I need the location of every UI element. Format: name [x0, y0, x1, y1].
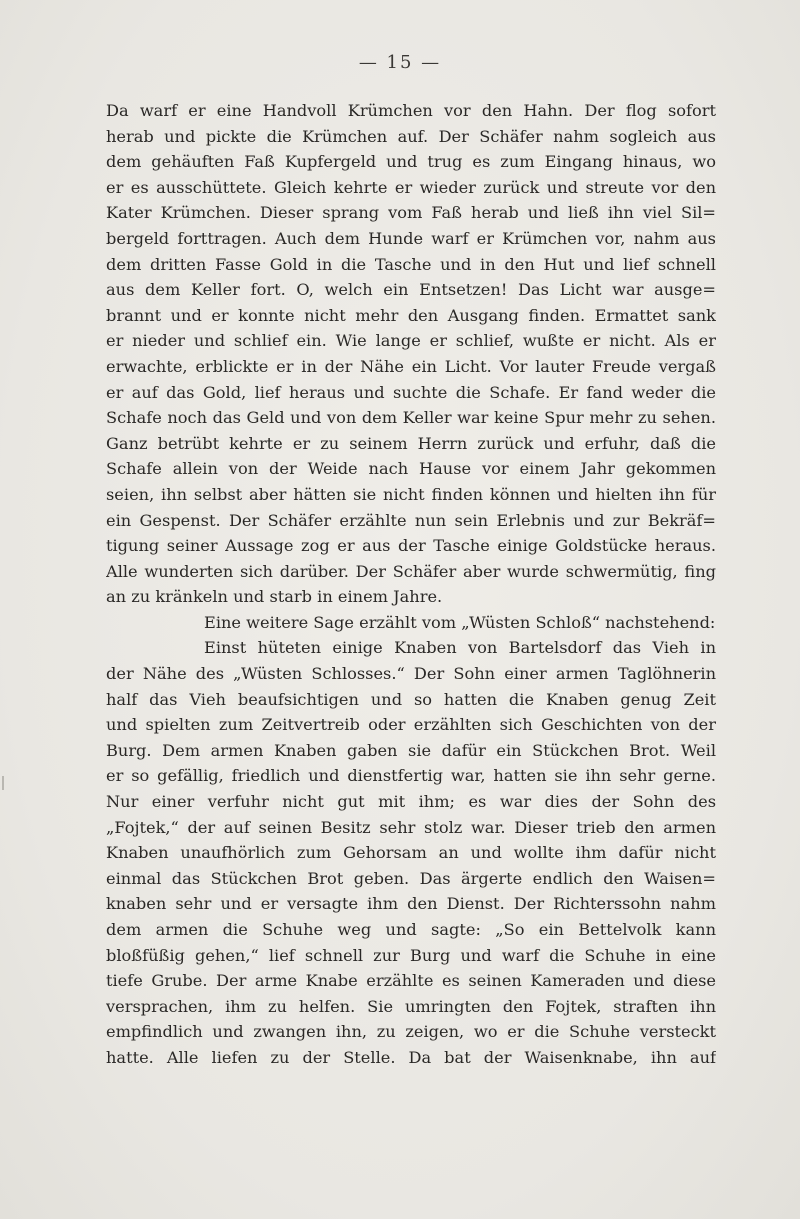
text-line: Alle wunderten sich darüber. Der Schäfer aber wurde schwermütig, fing — [106, 561, 716, 581]
text-line: versprachen, ihm zu helfen. Sie umringten den Fojtek, straften ihn — [106, 996, 716, 1016]
text-line: Schafe noch das Geld und von dem Keller war keine Spur mehr zu sehen. — [106, 408, 716, 428]
text-line: aus dem Keller fort. O, welch ein Entsetzen! Das Licht war ausge= — [106, 280, 716, 300]
text-line: hatte. Alle liefen zu der Stelle. Da bat der Waisenknabe, ihn auf — [106, 1047, 716, 1067]
text-line: ein Gespenst. Der Schäfer erzählte nun sein Erlebnis und zur Bekräf= — [106, 510, 716, 530]
text-line: empfindlich und zwangen ihn, zu zeigen, wo er die Schuhe versteckt — [106, 1022, 716, 1042]
text-line: seien, ihn selbst aber hätten sie nicht finden können und hielten ihn für — [106, 484, 716, 504]
text-line: Knaben unaufhörlich zum Gehorsam an und wollte ihm dafür nicht — [106, 843, 716, 863]
text-line: tiefe Grube. Der arme Knabe erzählte es seinen Kameraden und diese — [106, 971, 716, 991]
text-line: er so gefällig, friedlich und dienstfertig war, hatten sie ihn sehr gerne. — [106, 766, 716, 786]
text-line: bloßfüßig gehen,“ lief schnell zur Burg und warf die Schuhe in eine — [106, 945, 716, 965]
text-line: er es ausschüttete. Gleich kehrte er wieder zurück und streute vor den — [106, 177, 716, 197]
text-line: „Fojtek,“ der auf seinen Besitz sehr stolz war. Dieser trieb den armen — [106, 817, 716, 837]
text-line: dem dritten Fasse Gold in die Tasche und in den Hut und lief schnell — [106, 254, 716, 274]
text-line: dem gehäuften Faß Kupfergeld und trug es zum Eingang hinaus, wo — [106, 152, 716, 172]
text-line: erwachte, erblickte er in der Nähe ein Licht. Vor lauter Freude vergaß — [106, 356, 716, 376]
page-number: — 15 — — [358, 52, 442, 73]
text-line: und spielten zum Zeitvertreib oder erzählten sich Geschichten von der — [106, 715, 716, 735]
text-line: herab und pickte die Krümchen auf. Der Schäfer nahm sogleich aus — [106, 126, 716, 146]
body-text — [106, 98, 716, 1071]
text-line: brannt und er konnte nicht mehr den Ausgang finden. Ermattet sank — [106, 305, 716, 325]
text-line: einmal das Stückchen Brot geben. Das ärgerte endlich den Waisen= — [106, 868, 716, 888]
scan-edge-mark — [2, 776, 4, 790]
text-line: Nur einer verfuhr nicht gut mit ihm; es war dies der Sohn des — [106, 792, 716, 812]
text-line: half das Vieh beaufsichtigen und so hatten die Knaben genug Zeit — [106, 689, 716, 709]
text-line: Ganz betrübt kehrte er zu seinem Herrn zurück und erfuhr, daß die — [106, 433, 716, 453]
text-line: der Nähe des „Wüsten Schlosses.“ Der Sohn einer armen Taglöhnerin — [106, 664, 716, 684]
text-line: er nieder und schlief ein. Wie lange er schlief, wußte er nicht. Als er — [106, 331, 716, 351]
text-line: bergeld forttragen. Auch dem Hunde warf er Krümchen vor, nahm aus — [106, 228, 716, 248]
text-line: knaben sehr und er versagte ihm den Dienst. Der Richterssohn nahm — [106, 894, 716, 914]
text-line: Burg. Dem armen Knaben gaben sie dafür ein Stückchen Brot. Weil — [106, 740, 716, 760]
paragraph-start-line: Einst hüteten einige Knaben von Bartelsdorf das Vieh in — [204, 638, 716, 658]
text-line: dem armen die Schuhe weg und sagte: „So ein Bettelvolk kann — [106, 920, 716, 939]
text-line: tigung seiner Aussage zog er aus der Tasche einige Goldstücke heraus. — [106, 536, 716, 556]
text-line: Da warf er eine Handvoll Krümchen vor den Hahn. Der flog sofort — [106, 101, 716, 120]
paragraph-end-line: an zu kränkeln und starb in einem Jahre. — [106, 587, 443, 607]
text-line: er auf das Gold, lief heraus und suchte die Schafe. Er fand weder die — [106, 382, 716, 402]
text-line: Kater Krümchen. Dieser sprang vom Faß herab und ließ ihn viel Sil= — [106, 203, 716, 223]
text-line: Schafe allein von der Weide nach Hause vor einem Jahr gekommen — [106, 459, 716, 479]
paragraph-start-line: Eine weitere Sage erzählt vom „Wüsten Schloß“ nachstehend: — [204, 612, 716, 632]
